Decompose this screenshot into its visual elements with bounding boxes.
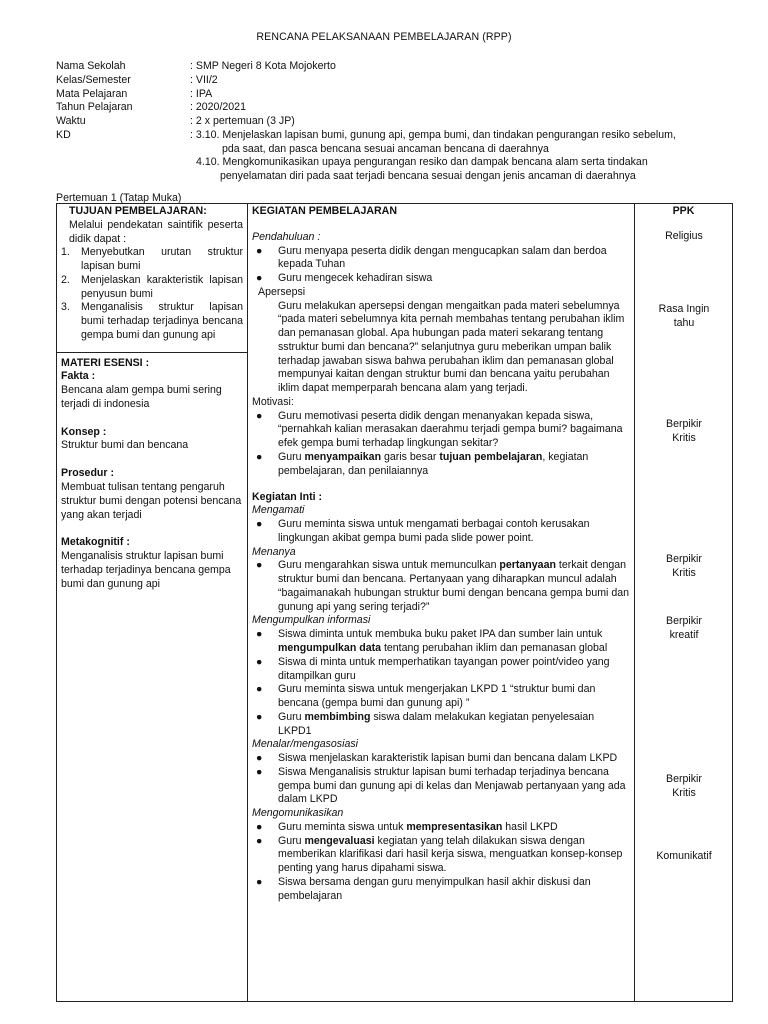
bullet-icon: ● — [256, 752, 263, 765]
kd-label: KD — [56, 128, 71, 141]
list-item: ● Siswa di minta untuk memperhatikan tayangan power point/video yang ditampilkan guru — [252, 656, 630, 684]
left-column — [57, 204, 248, 1002]
meta-row — [56, 115, 736, 129]
fakta-text: Bencana alam gempa bumi sering terjadi di indonesia — [61, 384, 222, 410]
mengumpulkan-label: Mengumpulkan informasi — [252, 614, 371, 627]
bullet-icon: ● — [256, 451, 263, 464]
list-item: ● Guru menyampaikan garis besar tujuan pembelajaran, kegiatan pembelajaran, dan penilaiannya — [252, 451, 630, 479]
inti-label: Kegiatan Inti : — [252, 490, 323, 503]
ppk-item: Berpikir Kritis — [666, 773, 702, 799]
list-item: ● Guru menyapa peserta didik dengan mengucapkan salam dan berdoa kepada Tuhan — [252, 245, 630, 273]
list-item: ● Guru mengevaluasi kegiatan yang telah dilakukan siswa dengan memberikan klarifikasi dari hasil kerja siswa, menguatkan konsep-konsep penting yang harus dipahami siswa. — [252, 835, 630, 876]
ppk-item: Berpikir Kritis — [666, 418, 702, 444]
kd2-line2: penyelamatan diri pada saat terjadi bencana sesuai dengan jenis ancaman di daerahnya — [220, 170, 636, 183]
meta-value: : 2020/2021 — [190, 101, 246, 114]
tujuan-intro: Melalui pendekatan saintifik peserta didik dapat : — [69, 218, 243, 245]
list-item: ● Guru meminta siswa untuk mengerjakan LKPD 1 “struktur bumi dan bencana (gempa bumi dan gunung api) ” — [252, 683, 630, 711]
meta-label: Waktu — [56, 115, 86, 128]
meta-label: Kelas/Semester — [56, 73, 131, 86]
list-item: ● Guru meminta siswa untuk mempresentasikan hasil LKPD — [252, 821, 630, 835]
tujuan-header: TUJUAN PEMBELAJARAN: — [69, 205, 207, 217]
meta-row — [56, 60, 736, 74]
bullet-icon: ● — [256, 710, 263, 723]
bullet-icon: ● — [256, 409, 263, 422]
meta-row — [56, 88, 736, 102]
list-item: ● Guru membimbing siswa dalam melakukan kegiatan penyelesaian LKPD1 — [252, 711, 630, 739]
bullet-icon: ● — [256, 655, 263, 668]
list-number: 3. — [61, 301, 70, 314]
list-item — [61, 246, 243, 274]
konsep-label: Konsep : — [61, 425, 107, 438]
document-title: RENCANA PELAKSANAAN PEMBELAJARAN (RPP) — [256, 31, 512, 43]
meta-row — [56, 101, 736, 115]
list-text: Menganalisis struktur lapisan bumi terhadap terjadinya bencana gempa bumi dan gunung api — [81, 301, 243, 341]
bullet-icon: ● — [256, 765, 263, 778]
bullet-icon: ● — [256, 518, 263, 531]
list-item: ● Siswa diminta untuk membuka buku paket IPA dan sumber lain untuk mengumpulkan data tentang perubahan iklim dan pemanasan global — [252, 628, 630, 656]
menanya-label: Menanya — [252, 545, 296, 558]
prosedur-label: Prosedur : — [61, 467, 114, 480]
ppk-item: Komunikatif — [656, 850, 712, 862]
meta-value: : 2 x pertemuan (3 JP) — [190, 115, 295, 128]
list-number: 1. — [61, 246, 70, 259]
bullet-icon: ● — [256, 559, 263, 572]
meeting-label: Pertemuan 1 (Tatap Muka) — [56, 192, 182, 204]
kd1-line2: pda saat, dan pasca bencana sesuai ancaman bencana di daerahnya — [222, 142, 549, 155]
list-text: Menjelaskan karakteristik lapisan penyusun bumi — [81, 273, 243, 300]
lesson-table — [56, 203, 733, 1002]
ppk-header: PPK — [672, 205, 695, 217]
bullet-icon: ● — [256, 683, 263, 696]
mengamati-label: Mengamati — [252, 504, 305, 517]
meta-value: : IPA — [190, 87, 213, 100]
meta-label: Tahun Pelajaran — [56, 101, 133, 114]
motivasi-label: Motivasi: — [252, 395, 294, 408]
bullet-icon: ● — [256, 628, 263, 641]
meta-value: : SMP Negeri 8 Kota Mojokerto — [190, 60, 336, 72]
metakognitif-text: Menganalisis struktur lapisan bumi terhadap terjadinya bencana gempa bumi dan gunung api — [61, 550, 231, 590]
ppk-item: Berpikir kreatif — [666, 615, 702, 641]
ppk-item: Rasa Ingin tahu — [658, 303, 710, 329]
apersepsi-text: Guru melakukan apersepsi dengan mengaitkan pada materi sebelumnya “pada materi sebelumnya kita pernah membahas tentang perubahan iklim dan pemanasan global. Apa hubungan pada materi sekarang tentang sstruktur bumi dan bencana?” selanjutnya guru meberikan umpan balik terhadap jawaban siswa bahwa perubahan iklim dan pemanasan global mempunyai kaitan dengan struktur bumi dan bencana yaitu perubahan iklim dapat memperparah bencana alam yang terjadi. — [278, 299, 625, 395]
bullet-icon: ● — [256, 272, 263, 285]
list-number: 2. — [61, 273, 70, 286]
middle-column — [248, 204, 635, 1002]
kd-values — [190, 129, 736, 184]
list-item: ● Siswa Menganalisis struktur lapisan bumi terhadap terjadinya bencana gempa bumi dan gunung api di kelas dan Menjawab pertanyaan yang ada dalam LKPD — [252, 766, 630, 807]
meta-label: Nama Sekolah — [56, 60, 126, 72]
meta-value: : VII/2 — [190, 73, 218, 86]
tujuan-list — [61, 246, 243, 342]
apersepsi-label: Apersepsi — [258, 285, 306, 298]
list-item: ● Siswa menjelaskan karakteristik lapisan bumi dan bencana dalam LKPD — [252, 752, 630, 766]
ppk-item: Religius — [665, 230, 703, 242]
bullet-icon: ● — [256, 820, 263, 833]
kd-row — [56, 129, 736, 184]
list-item: ● Guru memotivasi peserta didik dengan menanyakan kepada siswa, “pernahkah kalian merasakan daerahmu terjadi gempa bumi? bagaimana efek gempa bumi terhadap lingkungan sekitar? — [252, 410, 630, 451]
meta-row — [56, 74, 736, 88]
konsep-text: Struktur bumi dan bencana — [61, 439, 189, 452]
mengomunikasikan-label: Mengomunikasikan — [252, 807, 344, 820]
bullet-icon: ● — [256, 875, 263, 888]
kd2-line1: 4.10. Mengkomunikasikan upaya pengurangan resiko dan dampak bencana alam serta tindakan — [196, 156, 648, 169]
ppk-item: Berpikir Kritis — [666, 553, 702, 579]
list-item: ● Guru meminta siswa untuk mengamati berbagai contoh kerusakan lingkungan akibat gempa bumi pada slide power point. — [252, 518, 630, 546]
list-item — [61, 274, 243, 302]
list-item — [61, 301, 243, 342]
bullet-icon: ● — [256, 834, 263, 847]
menalar-label: Menalar/mengasosiasi — [252, 738, 358, 751]
meta-label: Mata Pelajaran — [56, 87, 128, 100]
fakta-label: Fakta : — [61, 370, 96, 383]
list-item: ● Guru mengecek kehadiran siswa — [252, 272, 630, 286]
kd1-line1: : 3.10. Menjelaskan lapisan bumi, gunung api, gempa bumi, dan tindakan pengurangan resiko sebelum, — [190, 128, 676, 141]
bullet-icon: ● — [256, 244, 263, 257]
list-text: Menyebutkan urutan struktur lapisan bumi — [81, 246, 243, 273]
list-item: ● Guru mengarahkan siswa untuk memunculkan pertanyaan terkait dengan struktur bumi dan bencana. Pertanyaan yang diharapkan muncul adalah “bagaimanakah hubungan struktur bumi dengan bencana gempa bumi dan gunung api yang sering terjadi?” — [252, 559, 630, 614]
prosedur-text: Membuat tulisan tentang pengaruh struktur bumi dengan potensi bencana yang akan terjadi — [61, 481, 242, 521]
kegiatan-header: KEGIATAN PEMBELAJARAN — [252, 205, 397, 217]
identity-block — [56, 60, 736, 184]
list-item: ● Siswa bersama dengan guru menyimpulkan hasil akhir diskusi dan pembelajaran — [252, 876, 630, 904]
metakognitif-label: Metakognitif : — [61, 536, 130, 549]
ppk-column — [635, 204, 733, 1002]
pendahuluan-label: Pendahuluan : — [252, 230, 321, 243]
materi-header: MATERI ESENSI : — [61, 356, 150, 369]
